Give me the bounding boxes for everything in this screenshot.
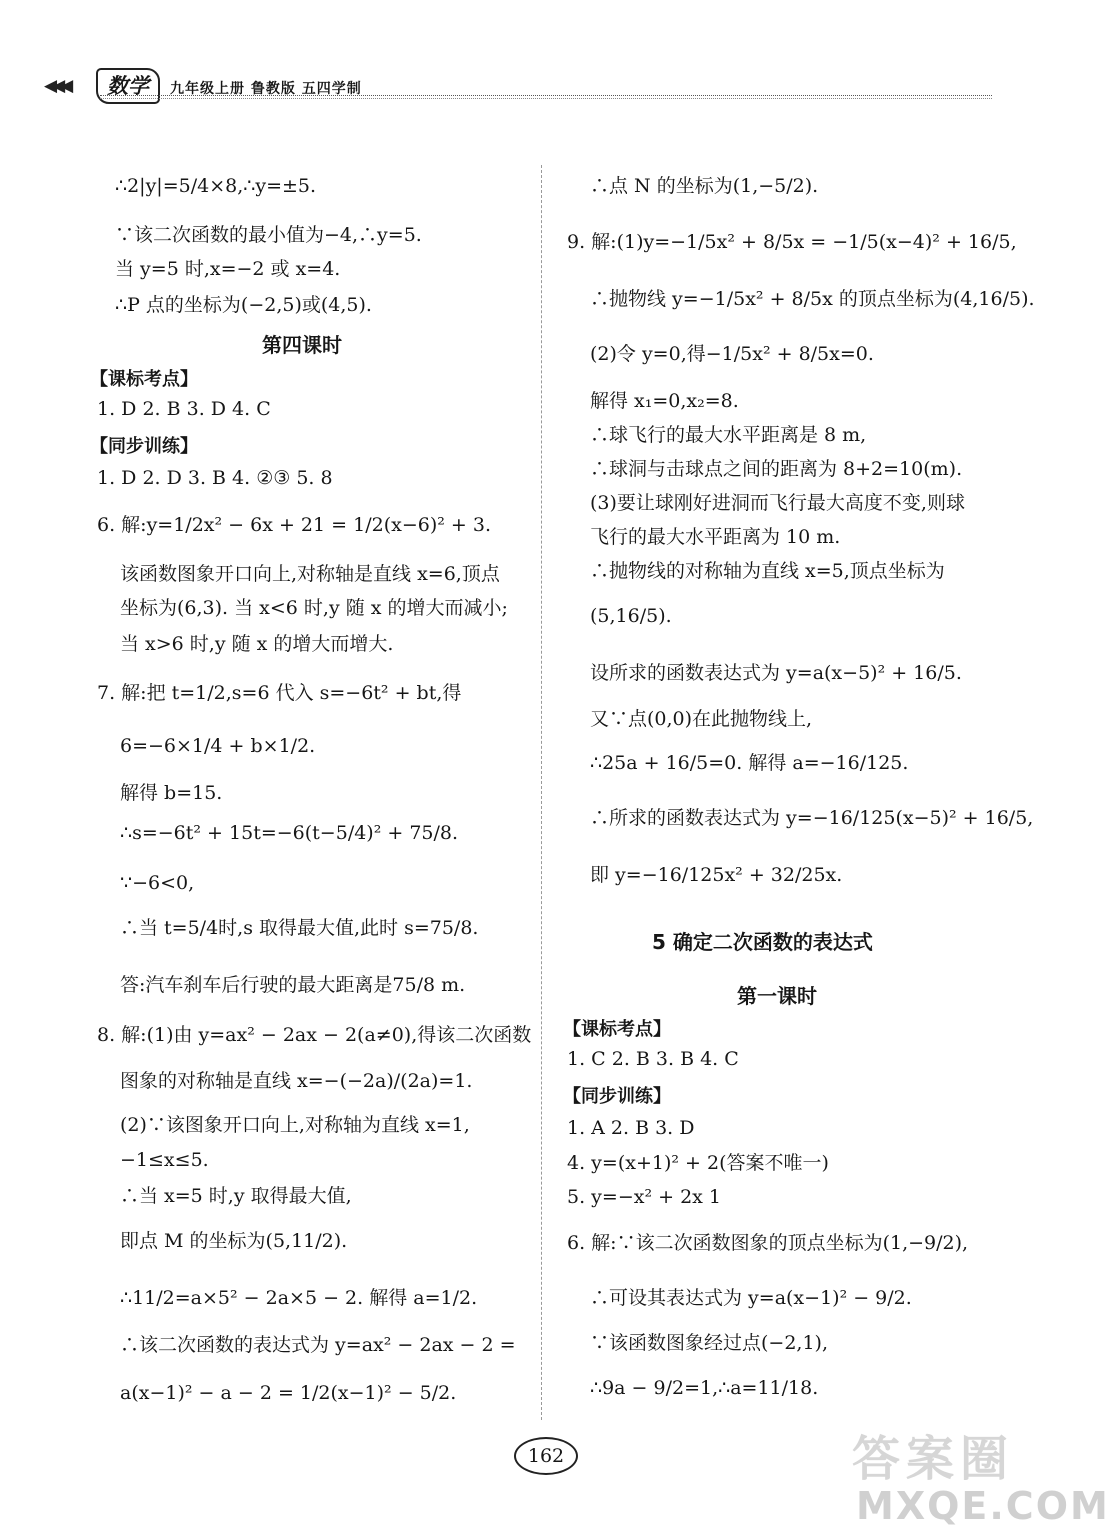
text-line: 飞行的最大水平距离为 10 m. [590, 526, 841, 548]
answer-line: 1. D 2. D 3. B 4. ②③ 5. 8 [97, 467, 333, 489]
section-title: 5 确定二次函数的表达式 [652, 930, 873, 954]
text-line: 该函数图象开口向上,对称轴是直线 x=6,顶点 [120, 563, 500, 585]
lesson-title: 第四课时 [262, 333, 342, 357]
watermark-logo: 答案圈 [852, 1431, 1015, 1487]
text-line: 即 y=−16/125x² + 32/25x. [590, 864, 843, 886]
column-divider [541, 165, 542, 1420]
section-label-kebiao: 【课标考点】 [563, 1019, 671, 1040]
answer-line: 1. A 2. B 3. D [567, 1117, 695, 1139]
section-label-tongbu: 【同步训练】 [90, 436, 198, 457]
text-line: 6=−6×1/4 + b×1/2. [120, 735, 316, 757]
text-line: 当 x>6 时,y 随 x 的增大而增大. [120, 633, 394, 655]
text-line: ∴球洞与击球点之间的距离为 8+2=10(m). [590, 458, 963, 480]
text-line: −1≤x≤5. [120, 1149, 209, 1171]
text-line: 图象的对称轴是直线 x=−(−2a)/(2a)=1. [120, 1070, 473, 1092]
watermark [852, 1420, 1110, 1532]
page-header [0, 0, 1057, 110]
text-line: ∴P 点的坐标为(−2,5)或(4,5). [115, 294, 372, 316]
text-line: ∴可设其表达式为 y=a(x−1)² − 9/2. [590, 1287, 912, 1309]
text-line: 解得 x₁=0,x₂=8. [590, 390, 739, 412]
text-line: 又∵点(0,0)在此抛物线上, [590, 708, 813, 730]
text-line: 7. 解:把 t=1/2,s=6 代入 s=−6t² + bt,得 [97, 682, 462, 704]
header-rule [100, 95, 992, 96]
text-line: ∴11/2=a×5² − 2a×5 − 2. 解得 a=1/2. [120, 1287, 478, 1309]
text-line: (2)令 y=0,得−1/5x² + 8/5x=0. [590, 343, 874, 365]
text-line: 即点 M 的坐标为(5,11/2). [120, 1230, 348, 1252]
page-number: 162 [514, 1437, 578, 1475]
text-line: (3)要让球刚好进洞而飞行最大高度不变,则球 [590, 492, 965, 514]
answer-line: 5. y=−x² + 2x 1 [567, 1186, 722, 1208]
section-label-tongbu: 【同步训练】 [563, 1086, 671, 1107]
arrows-icon: ◀◀◀ [44, 76, 69, 96]
text-line: ∴点 N 的坐标为(1,−5/2). [590, 175, 819, 197]
text-line: 设所求的函数表达式为 y=a(x−5)² + 16/5. [590, 662, 962, 684]
text-line: ∵该函数图象经过点(−2,1), [590, 1332, 829, 1354]
text-line: 坐标为(6,3). 当 x<6 时,y 随 x 的增大而减小; [120, 597, 508, 619]
text-line: ∵−6<0, [120, 872, 195, 894]
text-line: 9. 解:(1)y=−1/5x² + 8/5x = −1/5(x−4)² + 16/5, [567, 231, 1017, 253]
text-line: ∴9a − 9/2=1,∴a=11/18. [590, 1377, 819, 1399]
text-line: a(x−1)² − a − 2 = 1/2(x−1)² − 5/2. [120, 1382, 457, 1404]
text-line: 当 y=5 时,x=−2 或 x=4. [115, 258, 341, 280]
text-line: ∴该二次函数的表达式为 y=ax² − 2ax − 2 = [120, 1334, 516, 1356]
text-line: 解得 b=15. [120, 782, 223, 804]
text-line: 6. 解:y=1/2x² − 6x + 21 = 1/2(x−6)² + 3. [97, 514, 491, 536]
section-label-kebiao: 【课标考点】 [90, 369, 198, 390]
text-line: ∴球飞行的最大水平距离是 8 m, [590, 424, 867, 446]
lesson-title: 第一课时 [737, 984, 817, 1008]
header-rule-secondary [100, 98, 992, 99]
answer-line: 1. C 2. B 3. B 4. C [567, 1048, 739, 1070]
text-line: ∴2|y|=5/4×8,∴y=±5. [115, 175, 317, 197]
text-line: ∴当 x=5 时,y 取得最大值, [120, 1185, 352, 1207]
answer-line: 4. y=(x+1)² + 2(答案不唯一) [567, 1152, 829, 1174]
text-line: (2)∵该图象开口向上,对称轴为直线 x=1, [120, 1114, 470, 1136]
answer-line: 1. D 2. B 3. D 4. C [97, 398, 271, 420]
text-line: ∴s=−6t² + 15t=−6(t−5/4)² + 75/8. [120, 822, 459, 844]
text-line: ∴25a + 16/5=0. 解得 a=−16/125. [590, 752, 909, 774]
text-line: ∴抛物线的对称轴为直线 x=5,顶点坐标为 [590, 560, 945, 582]
text-line: (5,16/5). [590, 605, 672, 627]
text-line: 6. 解:∵该二次函数图象的顶点坐标为(1,−9/2), [567, 1232, 969, 1254]
text-line: ∴抛物线 y=−1/5x² + 8/5x 的顶点坐标为(4,16/5). [590, 288, 1035, 310]
text-line: 答:汽车刹车后行驶的最大距离是75/8 m. [120, 974, 466, 996]
text-line: ∴当 t=5/4时,s 取得最大值,此时 s=75/8. [120, 917, 479, 939]
subject-badge: 数学 [96, 68, 160, 104]
text-line: ∴所求的函数表达式为 y=−16/125(x−5)² + 16/5, [590, 807, 1034, 829]
watermark-url: MXQE.COM [856, 1484, 1110, 1528]
text-line: 8. 解:(1)由 y=ax² − 2ax − 2(a≠0),得该二次函数 [97, 1024, 532, 1046]
header-info: 九年级上册 鲁教版 五四学制 [170, 81, 362, 97]
text-line: ∵该二次函数的最小值为−4,∴y=5. [115, 224, 422, 246]
